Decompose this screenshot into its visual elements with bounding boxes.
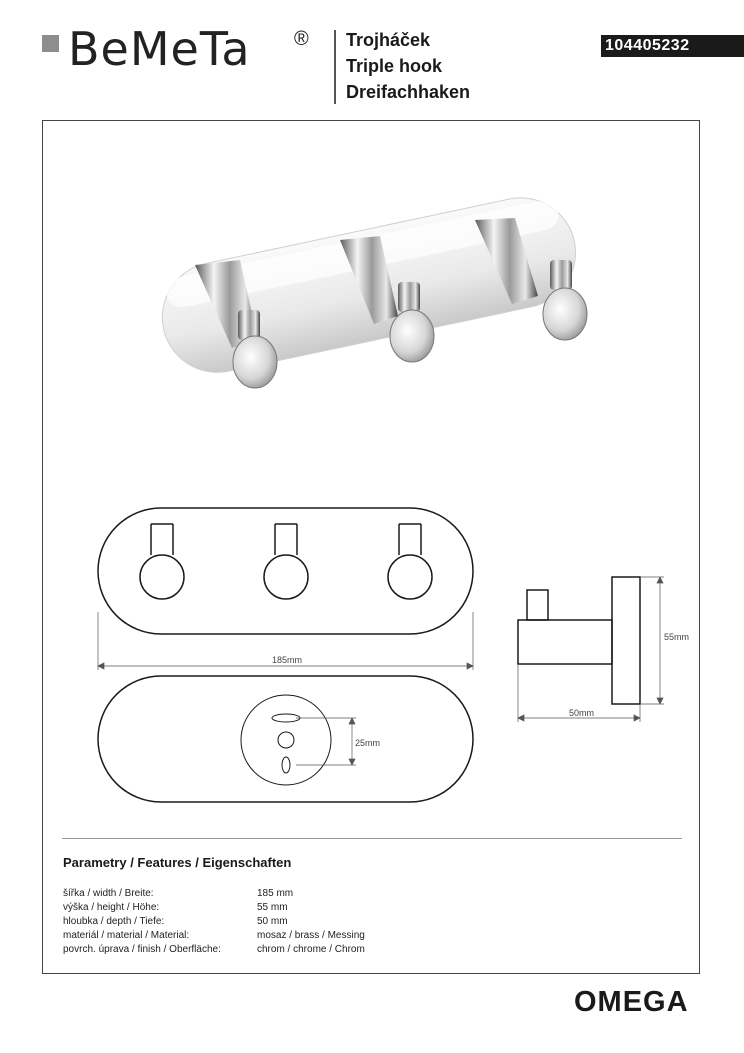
- series-name: OMEGA: [574, 986, 689, 1018]
- param-key: hloubka / depth / Tiefe:: [63, 916, 165, 927]
- height-dimension-label: 55mm: [664, 632, 690, 642]
- logo-wordmark: BeMeTa: [68, 22, 251, 76]
- mount-plate-circle: [241, 695, 331, 785]
- param-row: [63, 943, 463, 957]
- parameters-title: Parametry / Features / Eigenschaften: [63, 855, 292, 870]
- front-hook-middle: [264, 524, 308, 599]
- title-en: Triple hook: [346, 56, 443, 76]
- param-key: povrch. úprava / finish / Oberfläche:: [63, 944, 221, 955]
- product-code: 104405232: [601, 35, 744, 57]
- param-key: šířka / width / Breite:: [63, 888, 154, 899]
- param-value: mosaz / brass / Messing: [257, 930, 365, 941]
- side-view-pin: [527, 590, 548, 620]
- front-hook-left: [140, 524, 184, 599]
- param-row: [63, 929, 463, 943]
- param-value: 185 mm: [257, 888, 294, 899]
- mount-dimension-label: 25mm: [355, 738, 381, 748]
- title-cz: Trojháček: [346, 30, 431, 50]
- section-divider: [62, 838, 682, 839]
- depth-dimension-label: 50mm: [569, 708, 595, 718]
- param-value: 50 mm: [257, 916, 288, 927]
- param-key: materiál / material / Material:: [63, 930, 190, 941]
- param-row: [63, 915, 463, 929]
- param-row: [63, 901, 463, 915]
- param-value: chrom / chrome / Chrom: [257, 944, 365, 955]
- side-view-arm: [518, 620, 612, 664]
- front-view-plate: [98, 508, 473, 634]
- side-view-plate: [612, 577, 640, 704]
- param-row: [63, 887, 463, 901]
- front-hook-right: [388, 524, 432, 599]
- param-key: výška / height / Höhe:: [63, 902, 160, 913]
- title-de: Dreifachhaken: [346, 82, 471, 102]
- width-dimension-label: 185mm: [272, 655, 303, 665]
- registered-mark: ®: [294, 28, 309, 50]
- parameters-list: [63, 887, 463, 957]
- param-value: 55 mm: [257, 902, 288, 913]
